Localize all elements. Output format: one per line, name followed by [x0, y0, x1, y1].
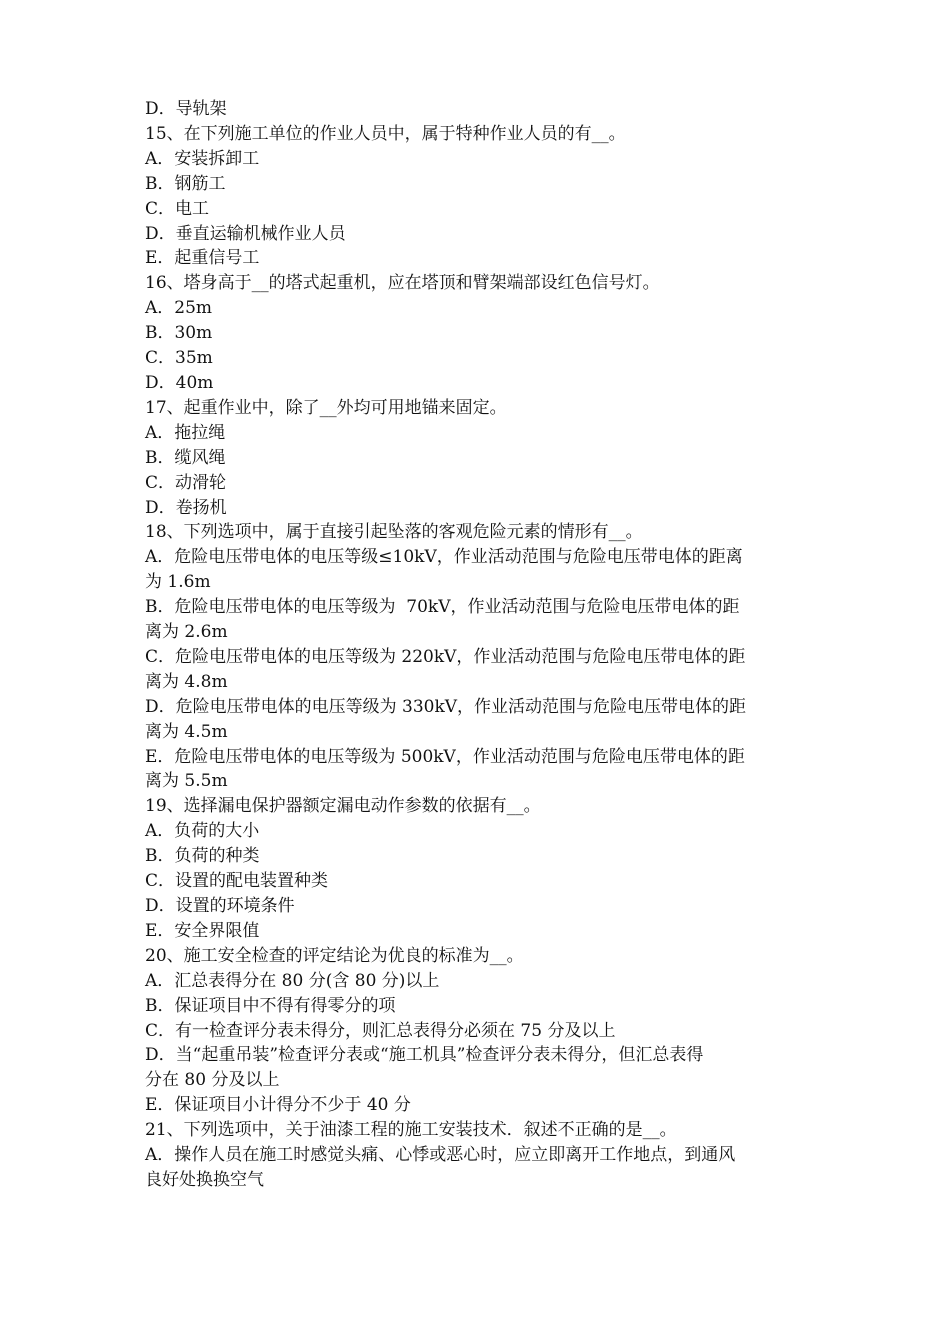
question-17: 17、起重作业中，除了__外均可用地锚来固定。	[145, 397, 507, 418]
q20-option-a: A．汇总表得分在 80 分(含 80 分)以上	[145, 970, 440, 991]
question-18: 18、下列选项中，属于直接引起坠落的客观危险元素的情形有__。	[145, 522, 643, 543]
q18-option-d-cont: 离为 4.5m	[145, 721, 228, 742]
q18-option-b: B．危险电压带电体的电压等级为 70kV，作业活动范围与危险电压带电体的距	[145, 597, 740, 618]
q21-option-a: A．操作人员在施工时感觉头痛、心悸或恶心时，应立即离开工作地点，到通风	[145, 1145, 736, 1166]
q16-option-d: D．40m	[145, 372, 214, 393]
q19-option-d: D．设置的环境条件	[145, 896, 295, 916]
question-21: 21、下列选项中，关于油漆工程的施工安装技术．叙述不正确的是__。	[145, 1120, 677, 1141]
q15-option-b: B．钢筋工	[145, 173, 226, 194]
option-d-line: D．导轨架	[145, 99, 227, 119]
q16-option-a: A．25m	[145, 298, 213, 319]
q18-option-e: E．危险电压带电体的电压等级为 500kV，作业活动范围与危险电压带电体的距	[145, 746, 745, 767]
q20-option-d-cont: 分在 80 分及以上	[145, 1070, 280, 1091]
q21-option-a-cont: 良好处换换空气	[145, 1169, 264, 1190]
q19-option-a: A．负荷的大小	[145, 821, 260, 842]
question-15: 15、在下列施工单位的作业人员中，属于特种作业人员的有__。	[145, 123, 626, 144]
q16-option-b: B．30m	[145, 323, 213, 344]
q20-option-c: C．有一检查评分表未得分，则汇总表得分必须在 75 分及以上	[145, 1020, 616, 1041]
q18-option-a-cont: 为 1.6m	[145, 572, 211, 593]
q15-option-d: D．垂直运输机械作业人员	[145, 223, 346, 244]
q20-option-d: D．当“起重吊装”检查评分表或“施工机具”检查评分表未得分，但汇总表得	[145, 1045, 704, 1066]
q18-option-d: D．危险电压带电体的电压等级为 330kV，作业活动范围与危险电压带电体的距	[145, 696, 747, 717]
question-16: 16、塔身高于__的塔式起重机，应在塔顶和臂架端部设红色信号灯。	[145, 273, 660, 294]
document-body	[145, 97, 815, 1193]
question-19: 19、选择漏电保护器额定漏电动作参数的依据有__。	[145, 796, 541, 817]
q19-option-c: C．设置的配电装置种类	[145, 871, 329, 892]
q17-option-c: C．动滑轮	[145, 472, 227, 493]
q17-option-a: A．拖拉绳	[145, 422, 226, 443]
q20-option-e: E．保证项目小计得分不少于 40 分	[145, 1095, 411, 1116]
q15-option-a: A．安装拆卸工	[145, 148, 260, 169]
q15-option-c: C．电工	[145, 198, 210, 219]
q15-option-e: E．起重信号工	[145, 248, 260, 269]
q17-option-b: B．缆风绳	[145, 447, 226, 468]
q19-option-e: E．安全界限值	[145, 920, 260, 941]
q18-option-e-cont: 离为 5.5m	[145, 771, 228, 792]
q17-option-d: D．卷扬机	[145, 497, 227, 518]
q20-option-b: B．保证项目中不得有得零分的项	[145, 995, 396, 1016]
q18-option-c: C．危险电压带电体的电压等级为 220kV，作业活动范围与危险电压带电体的距	[145, 646, 746, 667]
q18-option-a: A．危险电压带电体的电压等级≤10kV，作业活动范围与危险电压带电体的距离	[145, 547, 743, 568]
q19-option-b: B．负荷的种类	[145, 846, 260, 867]
question-20: 20、施工安全检查的评定结论为优良的标准为__。	[145, 945, 524, 966]
q16-option-c: C．35m	[145, 348, 213, 369]
q18-option-c-cont: 离为 4.8m	[145, 671, 228, 692]
q18-option-b-cont: 离为 2.6m	[145, 622, 228, 643]
